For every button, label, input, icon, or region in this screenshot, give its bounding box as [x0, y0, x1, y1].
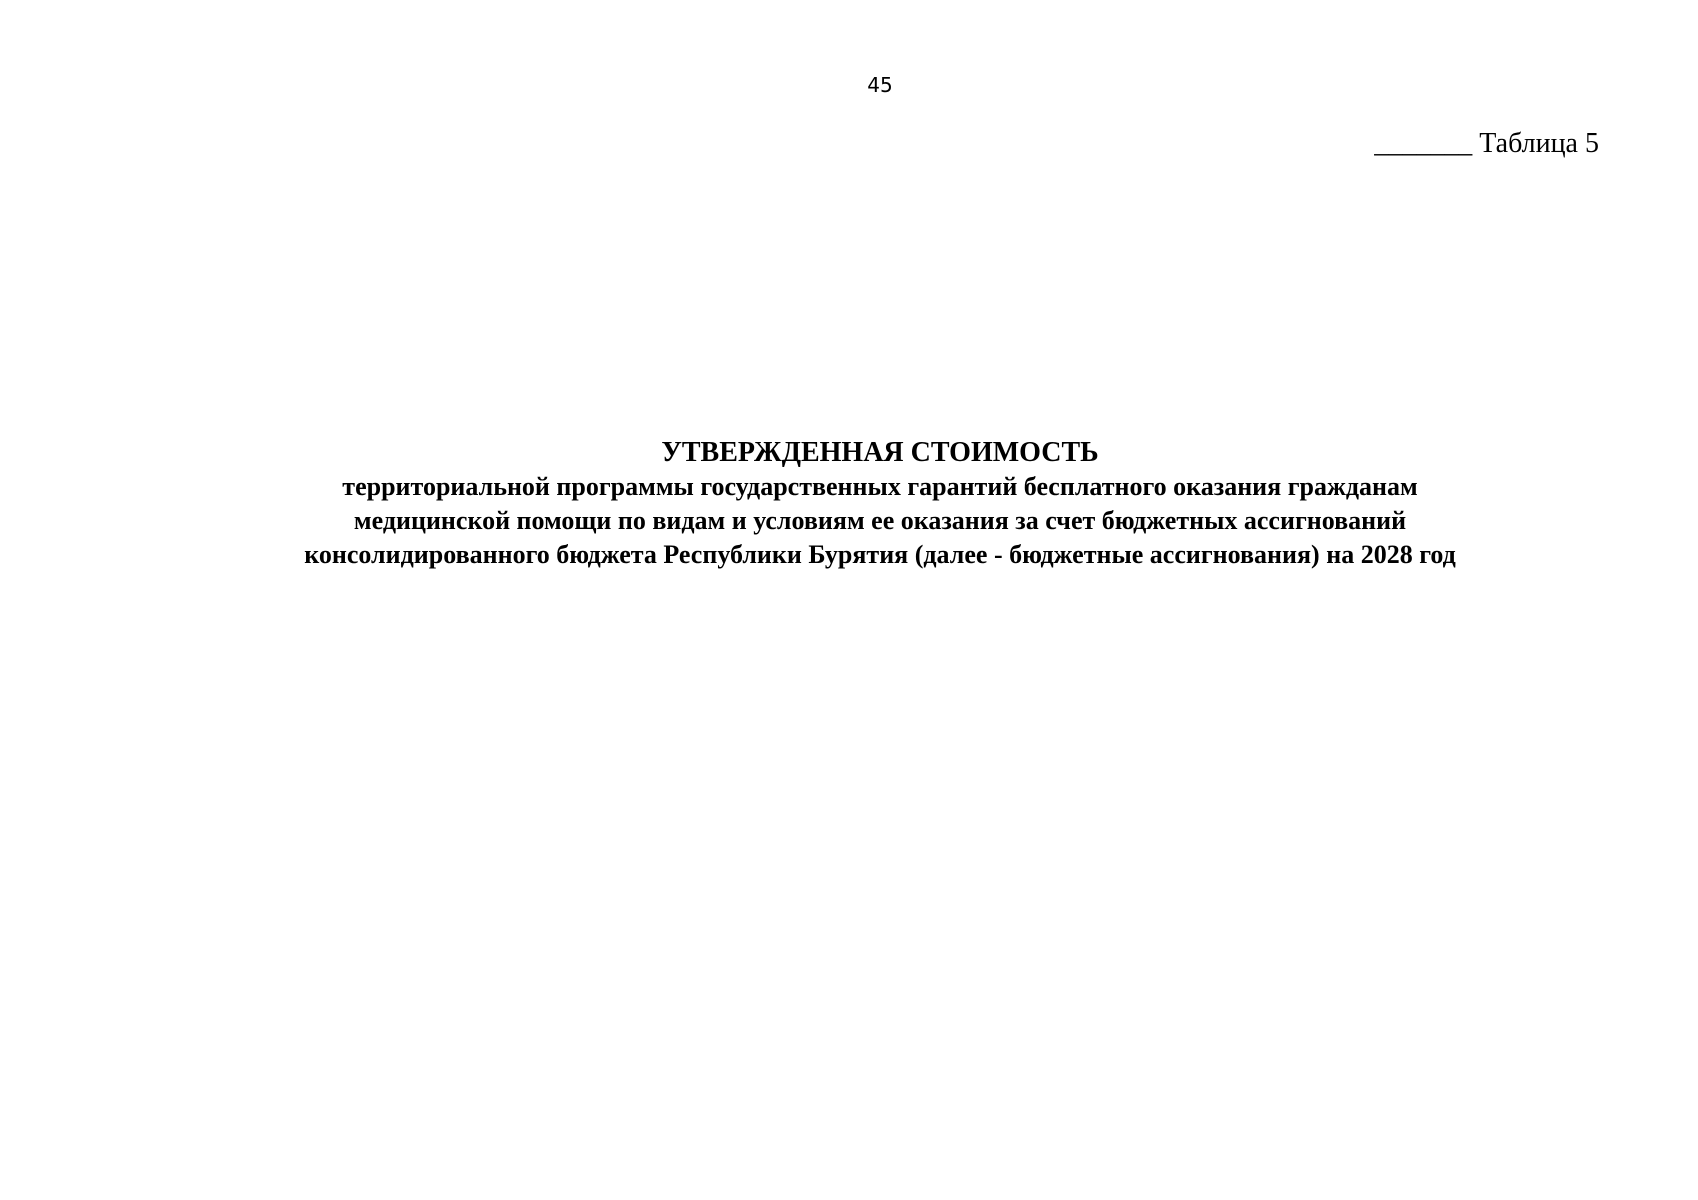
subtitle-line-3: консолидированного бюджета Республики Бурятия (далее - бюджетные ассигнования) на 2028 год	[304, 540, 1456, 569]
subtitle-line-2: медицинской помощи по видам и условиям ее оказания за счет бюджетных ассигнований	[353, 506, 1407, 535]
page-number: 45	[867, 73, 893, 97]
document-title: УТВЕРЖДЕННАЯ СТОИМОСТЬ	[661, 437, 1099, 468]
subtitle-line-1: территориальной программы государственных гарантий бесплатного оказания гражданам	[342, 472, 1418, 501]
table-label: _______ Таблица 5	[1374, 128, 1599, 159]
document-heading	[150, 436, 1610, 572]
